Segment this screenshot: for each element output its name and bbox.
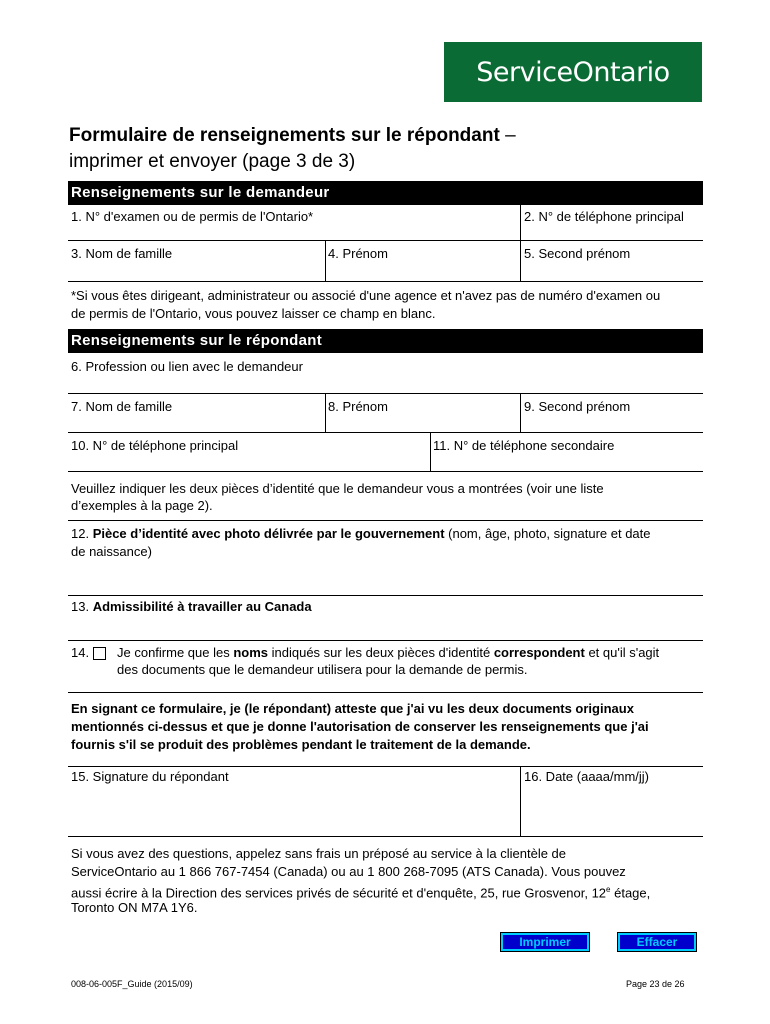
- attestation-line-2: mentionnés ci-dessus et que je donne l'autorisation de conserver les renseignements que j'ai: [71, 719, 649, 734]
- divider: [68, 393, 703, 394]
- field-12-bold: Pièce d’identité avec photo délivrée par le gouvernement: [92, 526, 445, 541]
- contact-line-3-b: étage,: [610, 885, 651, 901]
- serviceontario-logo: ServiceOntario: [444, 42, 702, 102]
- divider: [325, 393, 326, 433]
- field-14-text-c: indiqués sur les deux pièces d'identité: [268, 645, 494, 660]
- divider: [68, 640, 703, 641]
- divider: [68, 595, 703, 596]
- field-2-label: 2. N° de téléphone principal: [524, 209, 684, 224]
- field-12-line-2: de naissance): [71, 544, 152, 559]
- divider: [520, 205, 521, 282]
- id-intro-line-2: d’exemples à la page 2).: [71, 498, 213, 513]
- clear-button[interactable]: Effacer: [618, 933, 696, 951]
- divider: [68, 520, 703, 521]
- field-1-label: 1. N° d'examen ou de permis de l'Ontario*: [71, 209, 314, 224]
- field-4-label: 4. Prénom: [328, 246, 388, 261]
- field-14-text-a: Je confirme que les: [117, 645, 234, 660]
- form-title-text: Formulaire de renseignements sur le répondant: [69, 125, 500, 146]
- field-10-label: 10. N° de téléphone principal: [71, 438, 239, 453]
- confirm-checkbox[interactable]: [93, 647, 106, 660]
- field-13-bold: Admissibilité à travailler au Canada: [92, 599, 312, 614]
- form-title: [69, 125, 516, 147]
- divider: [68, 281, 703, 282]
- form-id: 008-06-005F_Guide (2015/09): [71, 979, 193, 989]
- contact-line-4: Toronto ON M7A 1Y6.: [71, 900, 198, 915]
- field-12-number: 12.: [71, 526, 93, 541]
- divider: [68, 240, 703, 241]
- field-6-label: 6. Profession ou lien avec le demandeur: [71, 359, 303, 374]
- field-14-text-b: noms: [233, 645, 269, 660]
- contact-line-3-a: aussi écrire à la Direction des services privés de sécurité et d'enquête, 25, rue Grosvenor, 12: [71, 885, 607, 901]
- applicant-section-heading: Renseignements sur le demandeur: [68, 181, 703, 205]
- attestation-line-3: fournis s'il se produit des problèmes pendant le traitement de la demande.: [71, 737, 531, 752]
- divider: [325, 240, 326, 282]
- applicant-note-line-2: de permis de l'Ontario, vous pouvez laisser ce champ en blanc.: [71, 306, 436, 321]
- field-13-number: 13.: [71, 599, 93, 614]
- divider: [520, 393, 521, 433]
- form-subtitle: imprimer et envoyer (page 3 de 3): [69, 151, 356, 172]
- print-button[interactable]: Imprimer: [501, 933, 589, 951]
- field-12-rest: (nom, âge, photo, signature et date: [444, 526, 651, 541]
- contact-line-2: ServiceOntario au 1 866 767-7454 (Canada) ou au 1 800 268-7095 (ATS Canada). Vous pouvez: [71, 864, 626, 879]
- respondent-section-heading: Renseignements sur le répondant: [68, 329, 703, 353]
- divider: [68, 432, 703, 433]
- field-14-line-1: [117, 644, 659, 662]
- id-intro-line-1: Veuillez indiquer les deux pièces d’identité que le demandeur vous a montrées (voir une liste: [71, 481, 604, 496]
- page-number: Page 23 de 26: [626, 979, 685, 989]
- contact-line-1: Si vous avez des questions, appelez sans frais un préposé au service à la clientèle de: [71, 846, 567, 861]
- applicant-note-line-1: *Si vous êtes dirigeant, administrateur ou associé d'une agence et n'avez pas de numéro d'examen ou: [71, 288, 661, 303]
- field-14-line-2: des documents que le demandeur utilisera pour la demande de permis.: [117, 662, 528, 677]
- divider: [68, 836, 703, 837]
- divider: [68, 766, 703, 767]
- divider: [68, 692, 703, 693]
- divider: [68, 471, 703, 472]
- field-15-label: 15. Signature du répondant: [71, 769, 229, 784]
- field-12-label: [71, 525, 651, 543]
- field-11-label: 11. N° de téléphone secondaire: [433, 438, 615, 453]
- contact-superscript: e: [606, 885, 611, 894]
- field-7-label: 7. Nom de famille: [71, 399, 173, 414]
- field-14-text-e: et qu'il s'agit: [584, 645, 660, 660]
- field-5-label: 5. Second prénom: [524, 246, 631, 261]
- field-16-label: 16. Date (aaaa/mm/jj): [524, 769, 649, 784]
- field-14-number: 14.: [71, 645, 90, 660]
- field-3-label: 3. Nom de famille: [71, 246, 173, 261]
- attestation-line-1: En signant ce formulaire, je (le répondant) atteste que j'ai vu les deux documents originaux: [71, 701, 634, 716]
- field-13-label: [71, 598, 312, 616]
- divider: [520, 766, 521, 837]
- field-14-text-d: correspondent: [493, 645, 585, 660]
- field-9-label: 9. Second prénom: [524, 399, 631, 414]
- divider: [430, 432, 431, 472]
- field-8-label: 8. Prénom: [328, 399, 388, 414]
- title-dash: –: [505, 125, 516, 146]
